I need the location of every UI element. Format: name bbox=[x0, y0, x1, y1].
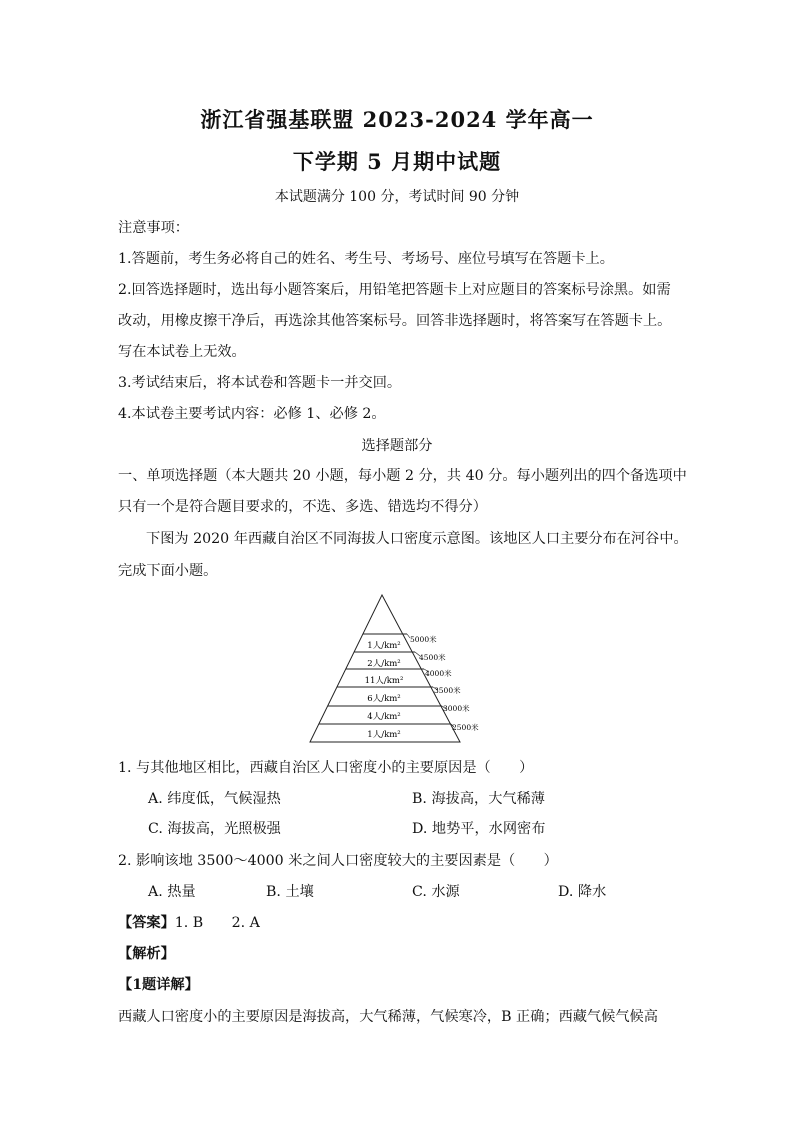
note-1: 1.答题前，考生务必将自己的姓名、考生号、考场号、座位号填写在答题卡上。 bbox=[118, 251, 614, 267]
answer-label: 【答案】 bbox=[118, 915, 175, 931]
exam-info: 本试题满分 100 分，考试时间 90 分钟 bbox=[274, 189, 520, 205]
answer-row bbox=[118, 913, 678, 933]
population-pyramid-diagram bbox=[304, 590, 494, 746]
altitude-label: 5000米 bbox=[410, 635, 437, 644]
density-label: 1人/km² bbox=[367, 730, 401, 740]
question-2-option-b: B. 土壤 bbox=[266, 884, 314, 900]
density-label: 1人/km² bbox=[367, 641, 401, 651]
explanation-text: 西藏人口密度小的主要原因是海拔高，大气稀薄，气候寒冷，B 正确；西藏气候气候高 bbox=[118, 1009, 658, 1025]
question-1-option-a: A. 纬度低，气候湿热 bbox=[148, 791, 281, 807]
question-1-option-c: C. 海拔高，光照极强 bbox=[148, 821, 281, 837]
altitude-label: 4500米 bbox=[419, 653, 446, 662]
question-1-option-d: D. 地势平，水网密布 bbox=[412, 821, 546, 837]
section-part: 选择题部分 bbox=[361, 438, 433, 454]
altitude-label: 4000米 bbox=[425, 669, 452, 678]
density-label: 11人/km² bbox=[364, 676, 404, 686]
density-label: 4人/km² bbox=[367, 712, 401, 722]
page-title-line2: 下学期 5 月期中试题 bbox=[292, 149, 502, 174]
section-heading-line1: 一、单项选择题（本大题共 20 小题，每小题 2 分，共 40 分。每小题列出的四个备选项中 bbox=[118, 468, 687, 484]
question-2-stem: 2. 影响该地 3500～4000 米之间人口密度较大的主要因素是（ ） bbox=[118, 853, 558, 869]
altitude-label: 2500米 bbox=[452, 723, 479, 732]
question-intro-line1: 下图为 2020 年西藏自治区不同海拔人口密度示意图。该地区人口主要分布在河谷中。 bbox=[146, 531, 688, 547]
note-2-line2: 改动，用橡皮擦干净后，再选涂其他答案标号。回答非选择题时，将答案写在答题卡上。 bbox=[118, 313, 672, 329]
note-4: 4.本试卷主要考试内容：必修 1、必修 2。 bbox=[118, 406, 386, 422]
page-title: 浙江省强基联盟 2023-2024 学年高一 bbox=[200, 107, 594, 132]
detail-1-heading: 【1题详解】 bbox=[118, 977, 199, 993]
notes-heading: 注意事项： bbox=[118, 220, 189, 236]
answer-value: 1. B 2. A bbox=[174, 915, 260, 931]
note-2-line1: 2.回答选择题时，选出每小题答案后，用铅笔把答题卡上对应题目的答案标号涂黑。如需 bbox=[118, 282, 671, 298]
question-1-option-b: B. 海拔高，大气稀薄 bbox=[412, 791, 545, 807]
density-label: 6人/km² bbox=[367, 694, 401, 704]
question-intro-line2: 完成下面小题。 bbox=[118, 563, 218, 579]
question-1-stem: 1. 与其他地区相比，西藏自治区人口密度小的主要原因是（ ） bbox=[118, 760, 534, 776]
altitude-label: 3500米 bbox=[434, 686, 461, 695]
altitude-label: 3000米 bbox=[443, 704, 470, 713]
section-heading-line2: 只有一个是符合题目要求的，不选、多选、错选均不得分） bbox=[118, 499, 487, 515]
note-3: 3.考试结束后，将本试卷和答题卡一并交回。 bbox=[118, 375, 402, 391]
question-2-option-c: C. 水源 bbox=[412, 884, 460, 900]
question-2-option-a: A. 热量 bbox=[148, 884, 196, 900]
question-2-option-d: D. 降水 bbox=[558, 884, 607, 900]
analysis-heading: 【解析】 bbox=[118, 946, 175, 962]
note-2-line3: 写在本试卷上无效。 bbox=[118, 344, 246, 360]
density-label: 2人/km² bbox=[367, 659, 401, 669]
